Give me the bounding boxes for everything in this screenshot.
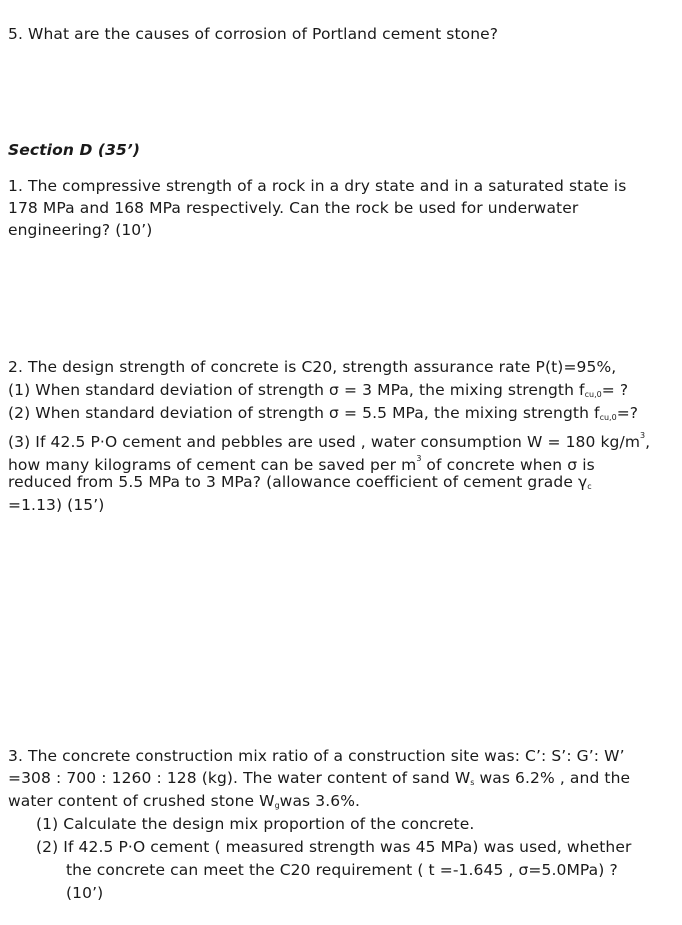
question-3-line-3-text: water content of crushed stone W <box>8 792 275 810</box>
question-1-line-1: 1. The compressive strength of a rock in a dry state and in a saturated state is <box>8 177 627 195</box>
question-3-item-2-line-3: (10’) <box>66 884 104 902</box>
question-1-line-2: 178 MPa and 168 MPa respectively. Can the rock be used for underwater <box>8 199 579 217</box>
question-2-item-3-text: (3) If 42.5 P·O cement and pebbles are used , water consumption W = 180 kg/m <box>8 433 641 451</box>
subscript-cu0: cu,0 <box>584 390 602 399</box>
question-2-line-1: 2. The design strength of concrete is C20, strength assurance rate P(t)=95%, <box>8 358 617 376</box>
superscript-3: 3 <box>416 454 422 463</box>
subscript-g: g <box>274 801 280 810</box>
section-d-heading: Section D (35’) <box>8 141 141 159</box>
question-2-item-3-line-2-tail: of concrete when σ is <box>421 456 595 474</box>
question-2-item-1-text: (1) When standard deviation of strength σ = 3 MPa, the mixing strength f <box>8 381 585 399</box>
question-2-item-2-tail: =? <box>616 404 639 422</box>
question-3-line-3-tail: was 3.6%. <box>279 792 361 810</box>
superscript-3: 3 <box>640 431 646 440</box>
subscript-s: s <box>470 778 475 787</box>
question-5: 5. What are the causes of corrosion of Portland cement stone? <box>8 25 499 43</box>
question-2-item-3-line-3-text: reduced from 5.5 MPa to 3 MPa? (allowance coefficient of cement grade γ <box>8 473 588 491</box>
question-1-line-3: engineering? (10’) <box>8 221 153 239</box>
question-2-item-3-line-4: =1.13) (15’) <box>8 496 105 514</box>
question-2-item-2-text: (2) When standard deviation of strength σ = 5.5 MPa, the mixing strength f <box>8 404 600 422</box>
question-2-item-3-tail: , <box>645 433 651 451</box>
question-3-line-2-text: =308 : 700 : 1260 : 128 (kg). The water content of sand W <box>8 769 471 787</box>
subscript-cu0: cu,0 <box>599 413 617 422</box>
question-3-item-2: (2) If 42.5 P·O cement ( measured strength was 45 MPa) was used, whether <box>36 838 632 856</box>
question-3-item-1: (1) Calculate the design mix proportion of the concrete. <box>36 815 475 833</box>
subscript-c: c <box>587 482 592 491</box>
question-2-item-3-line-2-text: how many kilograms of cement can be saved per m <box>8 456 417 474</box>
question-3-line-2-tail: was 6.2% , and the <box>474 769 631 787</box>
question-3-item-2-line-2: the concrete can meet the C20 requirement ( t =-1.645 , σ=5.0MPa) ? <box>66 861 618 879</box>
question-3-line-1: 3. The concrete construction mix ratio of a construction site was: C’: S’: G’: W’ <box>8 747 625 765</box>
question-2-item-1-tail: = ? <box>601 381 629 399</box>
